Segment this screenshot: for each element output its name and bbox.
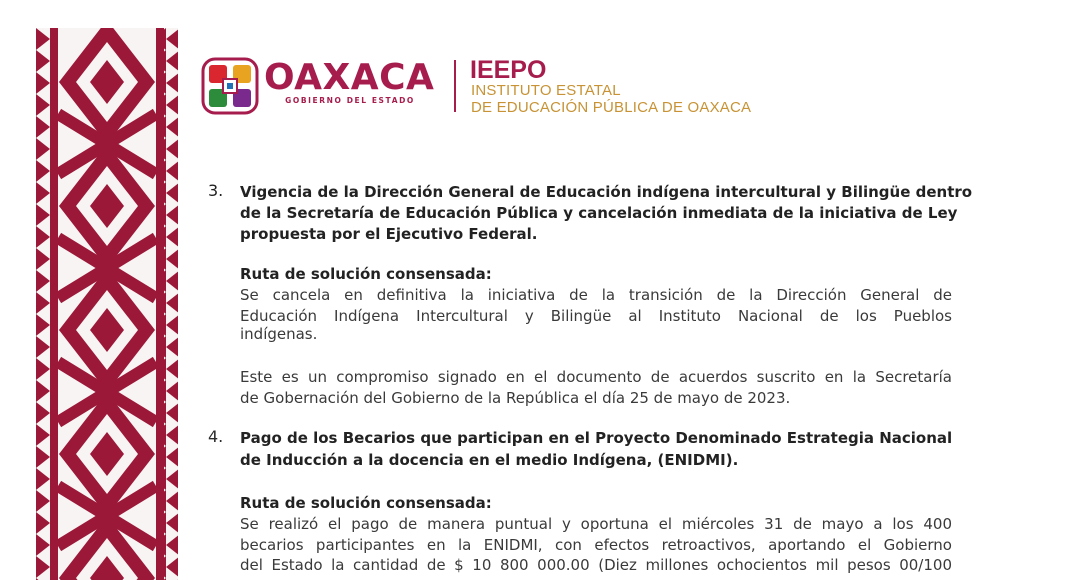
solution-text-line: Se realizó el pago de manera puntual y oportuna el miércoles 31 de mayo a los 400 bbox=[240, 515, 952, 533]
solution-text-line: del Estado la cantidad de $ 10 800 000.00 (Diez millones ochocientos mil pesos 00/100 bbox=[240, 556, 952, 574]
item-title-line: Pago de los Becarios que participan en el Proyecto Denominado Estrategia Nacional bbox=[240, 429, 953, 447]
agency-name-line1: INSTITUTO ESTATAL bbox=[471, 82, 621, 99]
note-line: Este es un compromiso signado en el documento de acuerdos suscrito en la Secretaría bbox=[240, 368, 952, 386]
item-number: 4. bbox=[208, 427, 224, 446]
agency-name-line2: DE EDUCACIÓN PÚBLICA DE OAXACA bbox=[471, 99, 752, 116]
solution-text-line: indígenas. bbox=[240, 325, 318, 343]
logo-subtitle: GOBIERNO DEL ESTADO bbox=[285, 96, 415, 105]
geometric-border-pattern bbox=[36, 28, 178, 580]
solution-heading: Ruta de solución consensada: bbox=[240, 265, 492, 283]
item-title-line: de Inducción a la docencia en el medio Indígena, (ENIDMI). bbox=[240, 451, 739, 469]
item-title-line: propuesta por el Ejecutivo Federal. bbox=[240, 225, 538, 243]
agency-acronym: IEEPO bbox=[470, 56, 547, 84]
solution-text-line: Se cancela en definitiva la iniciativa de la transición de la Dirección General de bbox=[240, 286, 952, 304]
logo-title: OAXACA bbox=[264, 57, 435, 98]
item-title-line: de la Secretaría de Educación Pública y cancelación inmediata de la iniciativa de Ley bbox=[240, 204, 958, 222]
header-divider bbox=[454, 60, 456, 112]
item-title-line: Vigencia de la Dirección General de Educación indígena intercultural y Bilingüe dentro bbox=[240, 183, 973, 201]
solution-heading: Ruta de solución consensada: bbox=[240, 494, 492, 512]
note-line: de Gobernación del Gobierno de la República el día 25 de mayo de 2023. bbox=[240, 389, 791, 407]
solution-text-line: Educación Indígena Intercultural y Bilingüe al Instituto Nacional de los Pueblos bbox=[240, 307, 952, 325]
oaxaca-shield-icon bbox=[201, 57, 259, 115]
item-number: 3. bbox=[208, 181, 224, 200]
solution-text-line: becarios participantes en la ENIDMI, con efectos retroactivos, aportando el Gobierno bbox=[240, 536, 952, 554]
